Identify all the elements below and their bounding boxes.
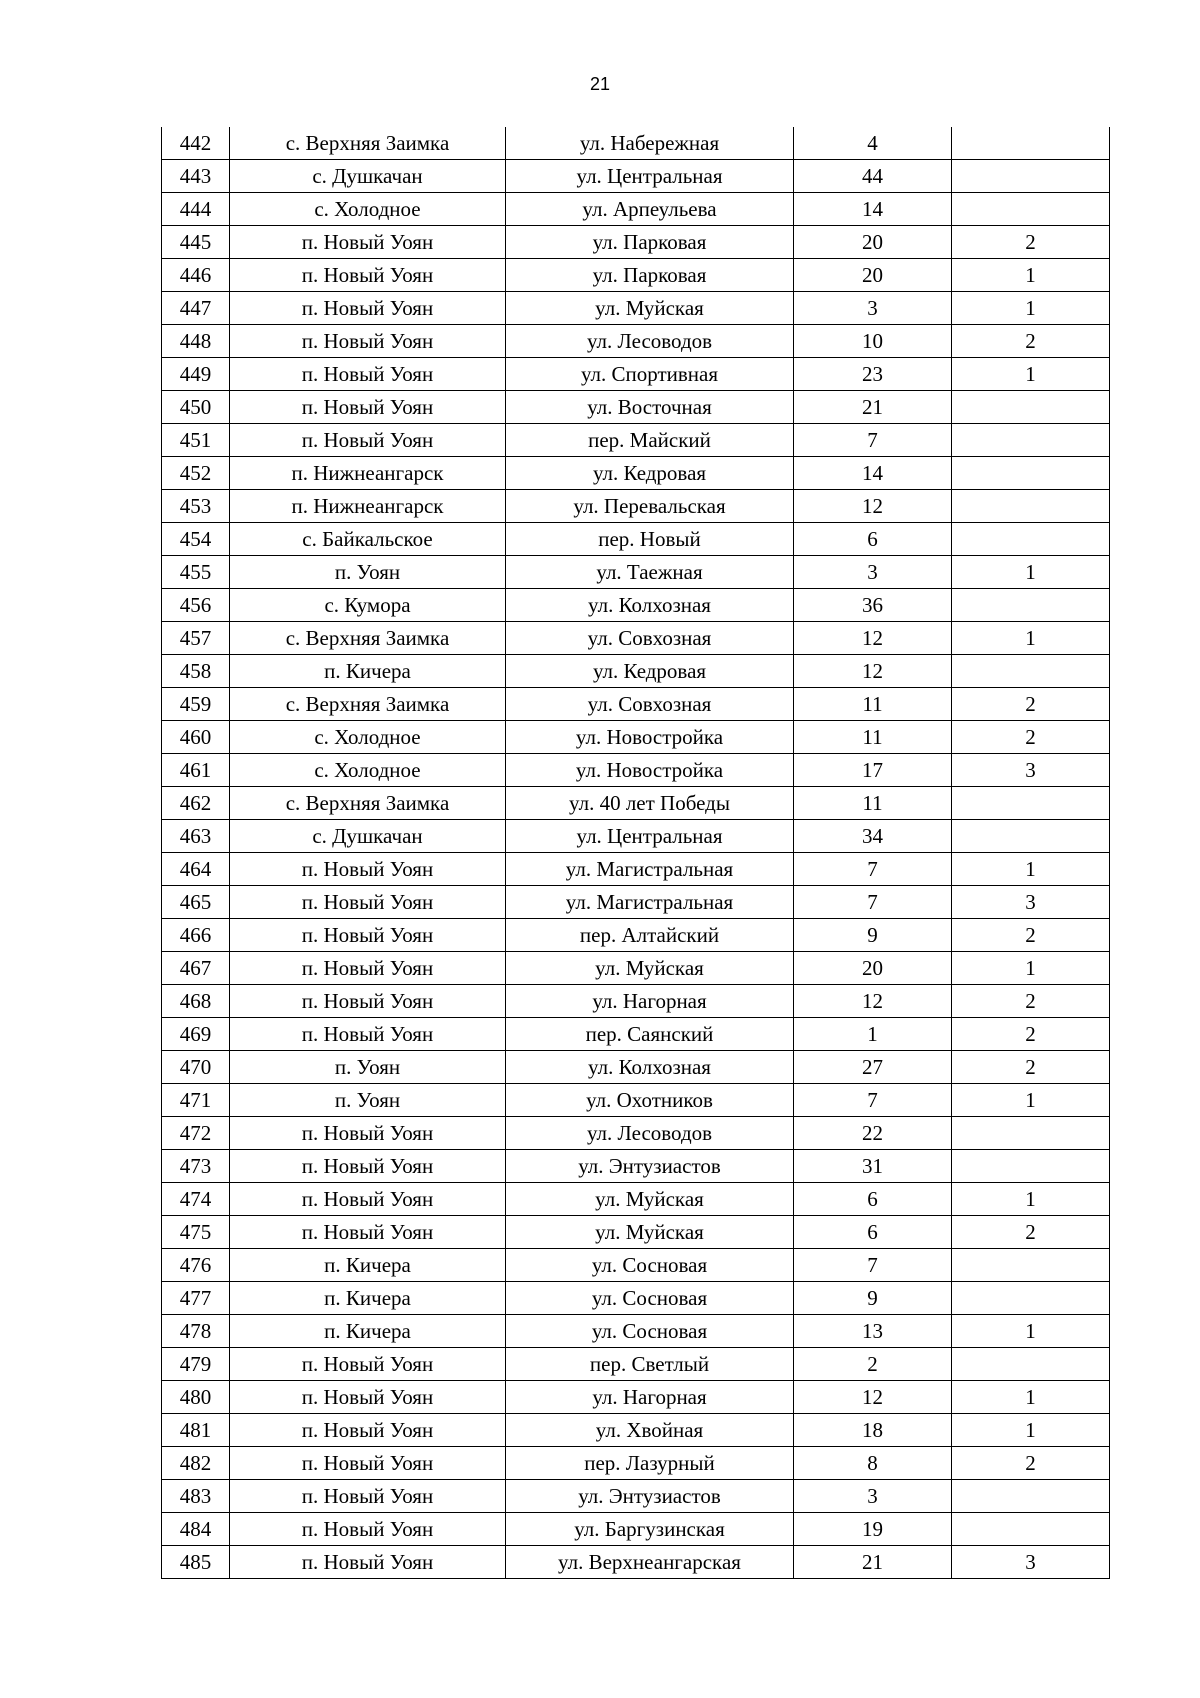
table-row	[162, 292, 1110, 325]
settlement-cell: п. Новый Уоян	[230, 1381, 506, 1414]
street-cell: ул. 40 лет Победы	[506, 787, 794, 820]
street-cell: ул. Центральная	[506, 820, 794, 853]
street-cell: ул. Кедровая	[506, 655, 794, 688]
settlement-cell: п. Новый Уоян	[230, 424, 506, 457]
apartment-number-cell	[952, 1150, 1110, 1183]
row-number-cell: 450	[162, 391, 230, 424]
street-cell: пер. Майский	[506, 424, 794, 457]
row-number-cell: 481	[162, 1414, 230, 1447]
row-number-cell: 484	[162, 1513, 230, 1546]
apartment-number-cell: 1	[952, 1381, 1110, 1414]
street-cell: ул. Магистральная	[506, 853, 794, 886]
street-cell: пер. Новый	[506, 523, 794, 556]
row-number-cell: 479	[162, 1348, 230, 1381]
settlement-cell: п. Новый Уоян	[230, 1216, 506, 1249]
street-cell: ул. Таежная	[506, 556, 794, 589]
apartment-number-cell: 2	[952, 919, 1110, 952]
house-number-cell: 7	[794, 853, 952, 886]
table-row	[162, 952, 1110, 985]
row-number-cell: 478	[162, 1315, 230, 1348]
house-number-cell: 7	[794, 1084, 952, 1117]
row-number-cell: 474	[162, 1183, 230, 1216]
street-cell: ул. Кедровая	[506, 457, 794, 490]
table-row	[162, 1315, 1110, 1348]
house-number-cell: 12	[794, 655, 952, 688]
table-row	[162, 1282, 1110, 1315]
table-row	[162, 1348, 1110, 1381]
table-row	[162, 1084, 1110, 1117]
row-number-cell: 460	[162, 721, 230, 754]
apartment-number-cell: 2	[952, 721, 1110, 754]
street-cell: ул. Восточная	[506, 391, 794, 424]
row-number-cell: 459	[162, 688, 230, 721]
apartment-number-cell: 1	[952, 853, 1110, 886]
settlement-cell: п. Новый Уоян	[230, 1183, 506, 1216]
table-row	[162, 1018, 1110, 1051]
street-cell: ул. Совхозная	[506, 688, 794, 721]
apartment-number-cell	[952, 391, 1110, 424]
row-number-cell: 461	[162, 754, 230, 787]
table-row	[162, 853, 1110, 886]
settlement-cell: с. Верхняя Заимка	[230, 127, 506, 160]
row-number-cell: 446	[162, 259, 230, 292]
settlement-cell: п. Нижнеангарск	[230, 490, 506, 523]
house-number-cell: 12	[794, 490, 952, 523]
house-number-cell: 27	[794, 1051, 952, 1084]
apartment-number-cell: 2	[952, 1216, 1110, 1249]
settlement-cell: с. Кумора	[230, 589, 506, 622]
table-row	[162, 1051, 1110, 1084]
apartment-number-cell	[952, 424, 1110, 457]
table-row	[162, 556, 1110, 589]
house-number-cell: 23	[794, 358, 952, 391]
house-number-cell: 12	[794, 622, 952, 655]
house-number-cell: 6	[794, 523, 952, 556]
row-number-cell: 472	[162, 1117, 230, 1150]
street-cell: ул. Муйская	[506, 952, 794, 985]
row-number-cell: 471	[162, 1084, 230, 1117]
row-number-cell: 456	[162, 589, 230, 622]
table-row	[162, 589, 1110, 622]
settlement-cell: с. Холодное	[230, 721, 506, 754]
settlement-cell: с. Верхняя Заимка	[230, 688, 506, 721]
row-number-cell: 462	[162, 787, 230, 820]
settlement-cell: п. Новый Уоян	[230, 1150, 506, 1183]
house-number-cell: 6	[794, 1183, 952, 1216]
table-row	[162, 787, 1110, 820]
settlement-cell: п. Новый Уоян	[230, 259, 506, 292]
row-number-cell: 445	[162, 226, 230, 259]
house-number-cell: 34	[794, 820, 952, 853]
apartment-number-cell	[952, 1282, 1110, 1315]
apartment-number-cell: 1	[952, 952, 1110, 985]
settlement-cell: п. Новый Уоян	[230, 1480, 506, 1513]
settlement-cell: с. Душкачан	[230, 160, 506, 193]
apartment-number-cell: 2	[952, 1447, 1110, 1480]
settlement-cell: п. Кичера	[230, 1249, 506, 1282]
settlement-cell: п. Кичера	[230, 1315, 506, 1348]
table-row	[162, 259, 1110, 292]
house-number-cell: 20	[794, 952, 952, 985]
house-number-cell: 7	[794, 1249, 952, 1282]
table-row	[162, 919, 1110, 952]
apartment-number-cell	[952, 787, 1110, 820]
apartment-number-cell	[952, 490, 1110, 523]
row-number-cell: 444	[162, 193, 230, 226]
apartment-number-cell: 2	[952, 226, 1110, 259]
house-number-cell: 12	[794, 985, 952, 1018]
house-number-cell: 11	[794, 721, 952, 754]
house-number-cell: 44	[794, 160, 952, 193]
street-cell: пер. Лазурный	[506, 1447, 794, 1480]
row-number-cell: 451	[162, 424, 230, 457]
row-number-cell: 470	[162, 1051, 230, 1084]
street-cell: ул. Верхнеангарская	[506, 1546, 794, 1579]
row-number-cell: 455	[162, 556, 230, 589]
table-row	[162, 754, 1110, 787]
house-number-cell: 2	[794, 1348, 952, 1381]
street-cell: ул. Совхозная	[506, 622, 794, 655]
table-row	[162, 688, 1110, 721]
settlement-cell: п. Новый Уоян	[230, 1414, 506, 1447]
row-number-cell: 442	[162, 127, 230, 160]
street-cell: ул. Муйская	[506, 1216, 794, 1249]
apartment-number-cell	[952, 1348, 1110, 1381]
house-number-cell: 17	[794, 754, 952, 787]
address-table-body	[162, 127, 1110, 1579]
row-number-cell: 476	[162, 1249, 230, 1282]
apartment-number-cell: 2	[952, 985, 1110, 1018]
table-row	[162, 457, 1110, 490]
house-number-cell: 14	[794, 193, 952, 226]
row-number-cell: 458	[162, 655, 230, 688]
row-number-cell: 468	[162, 985, 230, 1018]
table-row	[162, 193, 1110, 226]
street-cell: пер. Алтайский	[506, 919, 794, 952]
street-cell: ул. Перевальская	[506, 490, 794, 523]
settlement-cell: п. Новый Уоян	[230, 292, 506, 325]
house-number-cell: 9	[794, 919, 952, 952]
house-number-cell: 21	[794, 1546, 952, 1579]
row-number-cell: 457	[162, 622, 230, 655]
table-row	[162, 1216, 1110, 1249]
apartment-number-cell	[952, 655, 1110, 688]
apartment-number-cell: 1	[952, 622, 1110, 655]
table-row	[162, 160, 1110, 193]
row-number-cell: 454	[162, 523, 230, 556]
apartment-number-cell	[952, 589, 1110, 622]
row-number-cell: 469	[162, 1018, 230, 1051]
settlement-cell: п. Новый Уоян	[230, 391, 506, 424]
table-row	[162, 226, 1110, 259]
settlement-cell: с. Верхняя Заимка	[230, 622, 506, 655]
house-number-cell: 18	[794, 1414, 952, 1447]
settlement-cell: с. Душкачан	[230, 820, 506, 853]
street-cell: ул. Охотников	[506, 1084, 794, 1117]
settlement-cell: с. Холодное	[230, 193, 506, 226]
table-row	[162, 1513, 1110, 1546]
house-number-cell: 19	[794, 1513, 952, 1546]
settlement-cell: с. Верхняя Заимка	[230, 787, 506, 820]
apartment-number-cell: 1	[952, 292, 1110, 325]
row-number-cell: 448	[162, 325, 230, 358]
street-cell: ул. Нагорная	[506, 985, 794, 1018]
table-row	[162, 1447, 1110, 1480]
street-cell: ул. Колхозная	[506, 589, 794, 622]
house-number-cell: 6	[794, 1216, 952, 1249]
street-cell: ул. Спортивная	[506, 358, 794, 391]
house-number-cell: 11	[794, 688, 952, 721]
apartment-number-cell: 3	[952, 886, 1110, 919]
row-number-cell: 482	[162, 1447, 230, 1480]
row-number-cell: 449	[162, 358, 230, 391]
table-row	[162, 622, 1110, 655]
apartment-number-cell	[952, 1249, 1110, 1282]
apartment-number-cell	[952, 1480, 1110, 1513]
table-row	[162, 886, 1110, 919]
row-number-cell: 480	[162, 1381, 230, 1414]
row-number-cell: 473	[162, 1150, 230, 1183]
street-cell: ул. Колхозная	[506, 1051, 794, 1084]
house-number-cell: 20	[794, 259, 952, 292]
street-cell: ул. Набережная	[506, 127, 794, 160]
row-number-cell: 447	[162, 292, 230, 325]
apartment-number-cell: 1	[952, 1183, 1110, 1216]
street-cell: ул. Сосновая	[506, 1315, 794, 1348]
street-cell: ул. Муйская	[506, 1183, 794, 1216]
table-row	[162, 358, 1110, 391]
street-cell: ул. Парковая	[506, 259, 794, 292]
house-number-cell: 21	[794, 391, 952, 424]
house-number-cell: 12	[794, 1381, 952, 1414]
apartment-number-cell	[952, 523, 1110, 556]
table-row	[162, 721, 1110, 754]
house-number-cell: 9	[794, 1282, 952, 1315]
table-row	[162, 1183, 1110, 1216]
street-cell: ул. Нагорная	[506, 1381, 794, 1414]
street-cell: ул. Хвойная	[506, 1414, 794, 1447]
table-row	[162, 523, 1110, 556]
street-cell: ул. Магистральная	[506, 886, 794, 919]
apartment-number-cell: 1	[952, 556, 1110, 589]
row-number-cell: 464	[162, 853, 230, 886]
table-row	[162, 820, 1110, 853]
page-number: 21	[589, 74, 611, 94]
row-number-cell: 477	[162, 1282, 230, 1315]
street-cell: ул. Муйская	[506, 292, 794, 325]
street-cell: ул. Сосновая	[506, 1282, 794, 1315]
house-number-cell: 3	[794, 1480, 952, 1513]
row-number-cell: 485	[162, 1546, 230, 1579]
settlement-cell: п. Кичера	[230, 1282, 506, 1315]
house-number-cell: 22	[794, 1117, 952, 1150]
apartment-number-cell: 2	[952, 1018, 1110, 1051]
table-row	[162, 127, 1110, 160]
table-row	[162, 1414, 1110, 1447]
street-cell: ул. Новостройка	[506, 754, 794, 787]
settlement-cell: п. Новый Уоян	[230, 886, 506, 919]
house-number-cell: 14	[794, 457, 952, 490]
house-number-cell: 13	[794, 1315, 952, 1348]
settlement-cell: п. Уоян	[230, 1051, 506, 1084]
apartment-number-cell	[952, 457, 1110, 490]
house-number-cell: 3	[794, 292, 952, 325]
row-number-cell: 453	[162, 490, 230, 523]
apartment-number-cell	[952, 1117, 1110, 1150]
settlement-cell: п. Новый Уоян	[230, 1513, 506, 1546]
street-cell: ул. Лесоводов	[506, 1117, 794, 1150]
table-row	[162, 424, 1110, 457]
table-row	[162, 1150, 1110, 1183]
settlement-cell: п. Новый Уоян	[230, 853, 506, 886]
house-number-cell: 11	[794, 787, 952, 820]
settlement-cell: п. Новый Уоян	[230, 1348, 506, 1381]
house-number-cell: 7	[794, 424, 952, 457]
settlement-cell: п. Новый Уоян	[230, 226, 506, 259]
table-row	[162, 985, 1110, 1018]
street-cell: пер. Саянский	[506, 1018, 794, 1051]
apartment-number-cell	[952, 127, 1110, 160]
apartment-number-cell: 2	[952, 688, 1110, 721]
row-number-cell: 466	[162, 919, 230, 952]
street-cell: пер. Светлый	[506, 1348, 794, 1381]
street-cell: ул. Центральная	[506, 160, 794, 193]
street-cell: ул. Новостройка	[506, 721, 794, 754]
apartment-number-cell: 1	[952, 1315, 1110, 1348]
table-row	[162, 655, 1110, 688]
apartment-number-cell: 3	[952, 754, 1110, 787]
row-number-cell: 452	[162, 457, 230, 490]
settlement-cell: п. Кичера	[230, 655, 506, 688]
house-number-cell: 1	[794, 1018, 952, 1051]
settlement-cell: п. Уоян	[230, 556, 506, 589]
row-number-cell: 475	[162, 1216, 230, 1249]
row-number-cell: 465	[162, 886, 230, 919]
settlement-cell: п. Новый Уоян	[230, 358, 506, 391]
house-number-cell: 4	[794, 127, 952, 160]
apartment-number-cell: 1	[952, 1414, 1110, 1447]
apartment-number-cell: 1	[952, 259, 1110, 292]
settlement-cell: п. Новый Уоян	[230, 1018, 506, 1051]
street-cell: ул. Арпеульева	[506, 193, 794, 226]
table-row	[162, 490, 1110, 523]
row-number-cell: 463	[162, 820, 230, 853]
table-row	[162, 1381, 1110, 1414]
table-row	[162, 1249, 1110, 1282]
row-number-cell: 467	[162, 952, 230, 985]
table-row	[162, 1117, 1110, 1150]
row-number-cell: 443	[162, 160, 230, 193]
settlement-cell: п. Новый Уоян	[230, 1546, 506, 1579]
house-number-cell: 20	[794, 226, 952, 259]
house-number-cell: 7	[794, 886, 952, 919]
street-cell: ул. Сосновая	[506, 1249, 794, 1282]
apartment-number-cell	[952, 820, 1110, 853]
house-number-cell: 8	[794, 1447, 952, 1480]
table-row	[162, 391, 1110, 424]
apartment-number-cell: 2	[952, 325, 1110, 358]
street-cell: ул. Энтузиастов	[506, 1480, 794, 1513]
street-cell: ул. Баргузинская	[506, 1513, 794, 1546]
row-number-cell: 483	[162, 1480, 230, 1513]
settlement-cell: п. Уоян	[230, 1084, 506, 1117]
street-cell: ул. Парковая	[506, 226, 794, 259]
apartment-number-cell	[952, 1513, 1110, 1546]
apartment-number-cell: 2	[952, 1051, 1110, 1084]
settlement-cell: п. Новый Уоян	[230, 952, 506, 985]
table-row	[162, 325, 1110, 358]
address-table	[161, 127, 1110, 1579]
settlement-cell: п. Новый Уоян	[230, 1447, 506, 1480]
settlement-cell: п. Новый Уоян	[230, 1117, 506, 1150]
apartment-number-cell	[952, 160, 1110, 193]
house-number-cell: 36	[794, 589, 952, 622]
house-number-cell: 3	[794, 556, 952, 589]
apartment-number-cell: 1	[952, 358, 1110, 391]
house-number-cell: 10	[794, 325, 952, 358]
settlement-cell: с. Байкальское	[230, 523, 506, 556]
settlement-cell: п. Нижнеангарск	[230, 457, 506, 490]
settlement-cell: п. Новый Уоян	[230, 325, 506, 358]
apartment-number-cell: 1	[952, 1084, 1110, 1117]
apartment-number-cell	[952, 193, 1110, 226]
street-cell: ул. Энтузиастов	[506, 1150, 794, 1183]
settlement-cell: п. Новый Уоян	[230, 985, 506, 1018]
settlement-cell: с. Холодное	[230, 754, 506, 787]
apartment-number-cell: 3	[952, 1546, 1110, 1579]
settlement-cell: п. Новый Уоян	[230, 919, 506, 952]
street-cell: ул. Лесоводов	[506, 325, 794, 358]
house-number-cell: 31	[794, 1150, 952, 1183]
table-row	[162, 1546, 1110, 1579]
table-row	[162, 1480, 1110, 1513]
